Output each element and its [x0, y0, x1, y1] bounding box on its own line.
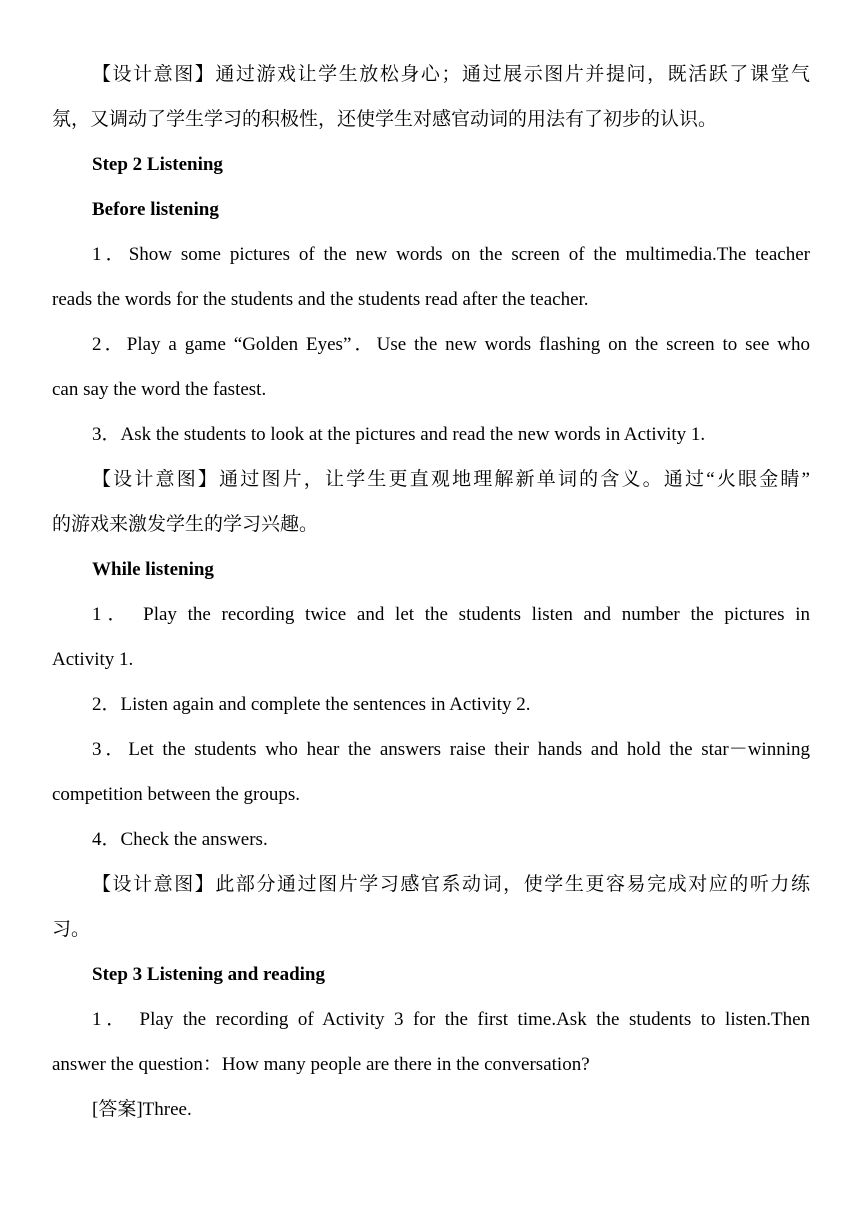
design-intent-1-line-2: 氛，又调动了学生学习的积极性，还使学生对感官动词的用法有了初步的认识。 [52, 109, 718, 130]
design-intent-3-line-2: 习。 [52, 919, 91, 940]
before-item-1-line-1: 1．Show some pictures of the new words on the screen of the multimedia.The teacher [92, 244, 810, 265]
answer-line: [答案]Three. [92, 1099, 192, 1120]
design-intent-3-line-1: 【设计意图】此部分通过图片学习感官系动词，使学生更容易完成对应的听力练 [92, 874, 810, 895]
design-intent-1-line-1: 【设计意图】通过游戏让学生放松身心；通过展示图片并提问，既活跃了课堂气 [92, 64, 810, 85]
while-item-4: 4．Check the answers. [92, 829, 268, 850]
before-item-2-line-1: 2．Play a game “Golden Eyes”．Use the new words flashing on the screen to see who [92, 334, 810, 355]
design-intent-2-line-2: 的游戏来激发学生的学习兴趣。 [52, 514, 319, 535]
before-item-3: 3．Ask the students to look at the pictures and read the new words in Activity 1. [92, 424, 706, 445]
while-item-1-line-2: Activity 1. [52, 649, 134, 670]
while-item-3-line-1: 3．Let the students who hear the answers raise their hands and hold the star－winning [92, 739, 810, 760]
while-item-2: 2．Listen again and complete the sentences in Activity 2. [92, 694, 531, 715]
while-listening-heading: While listening [92, 559, 214, 580]
design-intent-2-line-1: 【设计意图】通过图片，让学生更直观地理解新单词的含义。通过“火眼金睛” [92, 469, 810, 490]
before-item-2-line-2: can say the word the fastest. [52, 379, 267, 400]
step-3-item-1-line-1: 1． Play the recording of Activity 3 for the first time.Ask the students to listen.Then [92, 1009, 810, 1030]
step-3-heading: Step 3 Listening and reading [92, 964, 325, 985]
while-item-3-line-2: competition between the groups. [52, 784, 300, 805]
step-3-item-1-line-2: answer the question：How many people are there in the conversation? [52, 1054, 590, 1075]
before-item-1-line-2: reads the words for the students and the students read after the teacher. [52, 289, 589, 310]
while-item-1-line-1: 1． Play the recording twice and let the students listen and number the pictures in [92, 604, 810, 625]
before-listening-heading: Before listening [92, 199, 219, 220]
step-2-heading: Step 2 Listening [92, 154, 223, 175]
